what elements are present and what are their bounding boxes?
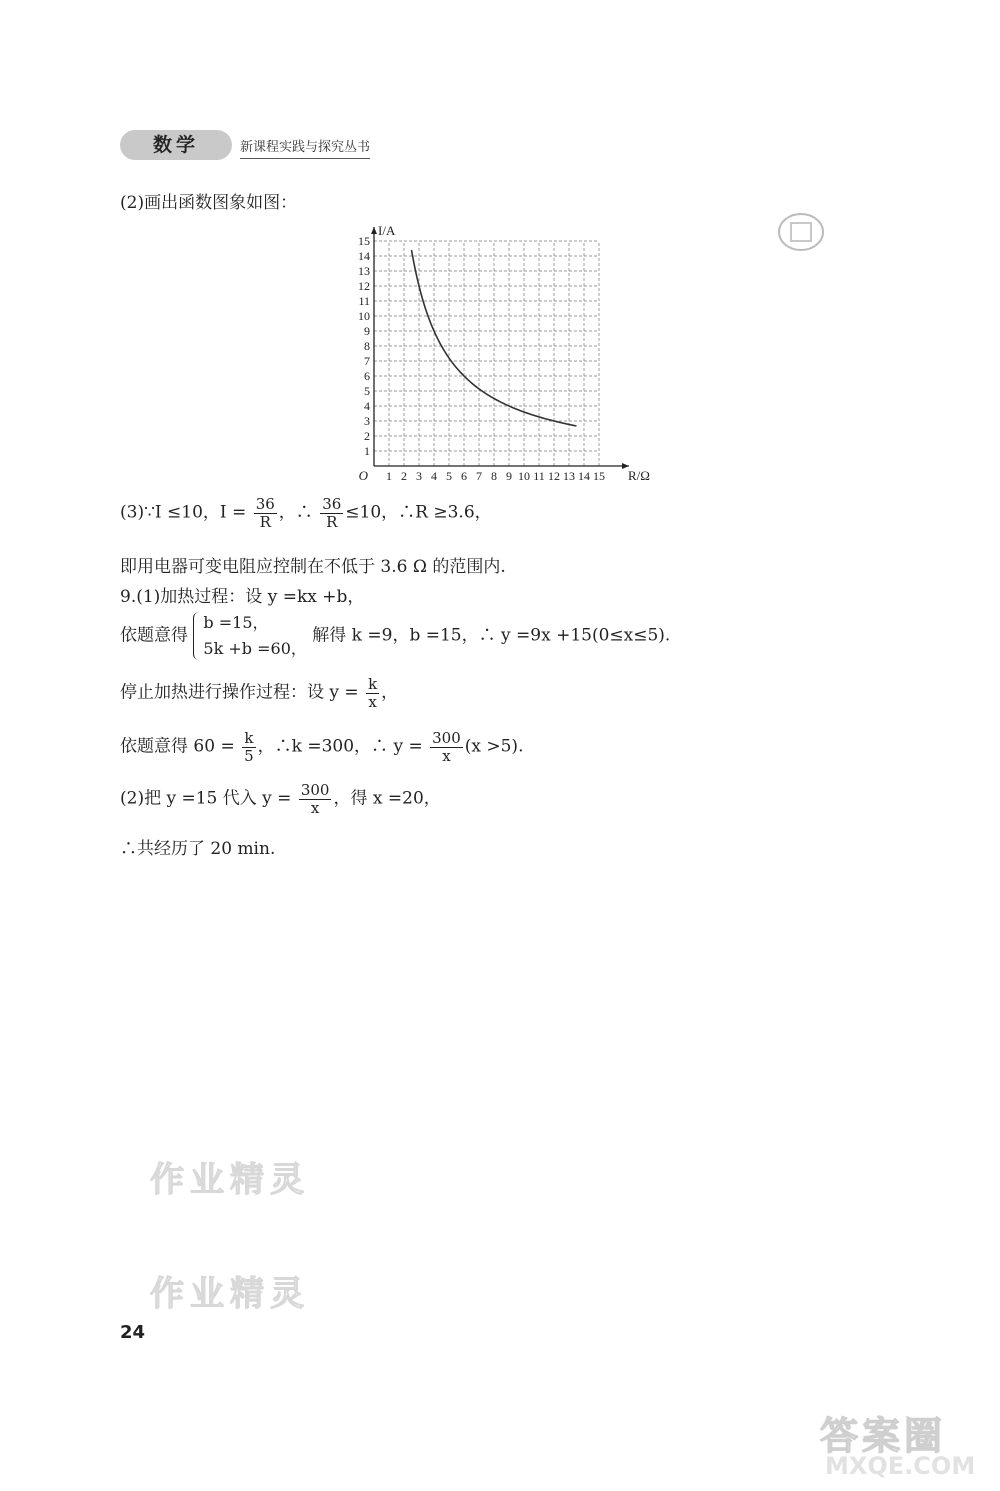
y-tick-label: 13 (358, 264, 370, 278)
y-axis-arrow (371, 227, 377, 234)
y-tick-label: 7 (364, 354, 370, 368)
watermark-2: 作业精灵 (150, 1274, 310, 1314)
q8-conclusion: 即用电器可变电阻应控制在不低于 3.6 Ω 的范围内. (120, 557, 506, 577)
series-title: 新课程实践与探究丛书 (240, 136, 370, 159)
brace-icon (193, 612, 202, 660)
q9-final-answer: ∴共经历了 20 min. (120, 839, 276, 859)
x-tick-label: 7 (476, 469, 482, 483)
x-tick-label: 2 (401, 469, 407, 483)
x-tick-label: 15 (593, 469, 605, 483)
y-tick-label: 12 (358, 279, 370, 293)
site-url: MXQE.COM (825, 1452, 976, 1480)
equation-system: b =15， 5k +b =60， (193, 610, 306, 662)
y-tick-label: 10 (358, 309, 370, 323)
x-axis-label: R/Ω (628, 468, 650, 483)
x-tick-label: 10 (518, 469, 530, 483)
q9-system-line: 依题意得 b =15， 5k +b =60， 解得 k =9，b =15，∴ y =9x +15(0≤x≤5). (120, 610, 670, 662)
q9-solve-k-line: 依题意得 60 = $\frac{k}{5}$ ，∴k =300，∴ y = $\frac{300}{x}$ (x >5). (120, 729, 524, 765)
y-tick-label: 9 (364, 324, 370, 338)
y-tick-label: 3 (364, 414, 370, 428)
y-tick-label: 4 (364, 399, 370, 413)
y-tick-label: 8 (364, 339, 370, 353)
y-tick-label: 11 (358, 294, 370, 308)
fraction-36-over-r-2: $\frac{36}{R}$ (322, 495, 342, 531)
x-tick-label: 6 (461, 469, 467, 483)
x-tick-label: 14 (578, 469, 590, 483)
y-tick-label: 2 (364, 429, 370, 443)
site-logo: 答案圈 (820, 1414, 947, 1458)
x-tick-label: 4 (431, 469, 437, 483)
q8-part3-line: (3)∵I ≤10，I = $\frac{36}{R}$ ，∴ $\frac{36}{R}$ ≤10，∴R ≥3.6， (120, 495, 492, 531)
y-tick-label: 15 (358, 234, 370, 248)
q8-part2-text: (2)画出函数图象如图： (120, 193, 298, 213)
y-tick-label: 1 (364, 444, 370, 458)
x-tick-label: 8 (491, 469, 497, 483)
scan-badge-icon (776, 210, 826, 254)
y-axis-label: I/A (378, 223, 396, 238)
y-tick-label: 14 (358, 249, 370, 263)
q9-stop-heating-line: 停止加热进行操作过程：设 y = $\frac{k}{x}$ ， (120, 675, 399, 711)
page-number: 24 (120, 1322, 146, 1343)
x-tick-label: 13 (563, 469, 575, 483)
x-tick-label: 9 (506, 469, 512, 483)
x-tick-label: 5 (446, 469, 452, 483)
x-tick-label: 12 (548, 469, 560, 483)
q9-part1-setup: 9.(1)加热过程：设 y =kx +b， (120, 587, 365, 607)
x-tick-label: 11 (533, 469, 545, 483)
function-graph (352, 218, 652, 490)
fraction-36-over-r: $\frac{36}{R}$ (255, 495, 275, 531)
origin-label: O (358, 468, 368, 483)
y-tick-label: 6 (364, 369, 370, 383)
x-tick-label: 1 (386, 469, 392, 483)
y-tick-label: 5 (364, 384, 370, 398)
x-tick-label: 3 (416, 469, 422, 483)
watermark-1: 作业精灵 (150, 1160, 310, 1200)
subject-badge: 数学 (120, 130, 232, 160)
q9-part2-line: (2)把 y =15 代入 y = $\frac{300}{x}$ ，得 x =20， (120, 781, 441, 817)
